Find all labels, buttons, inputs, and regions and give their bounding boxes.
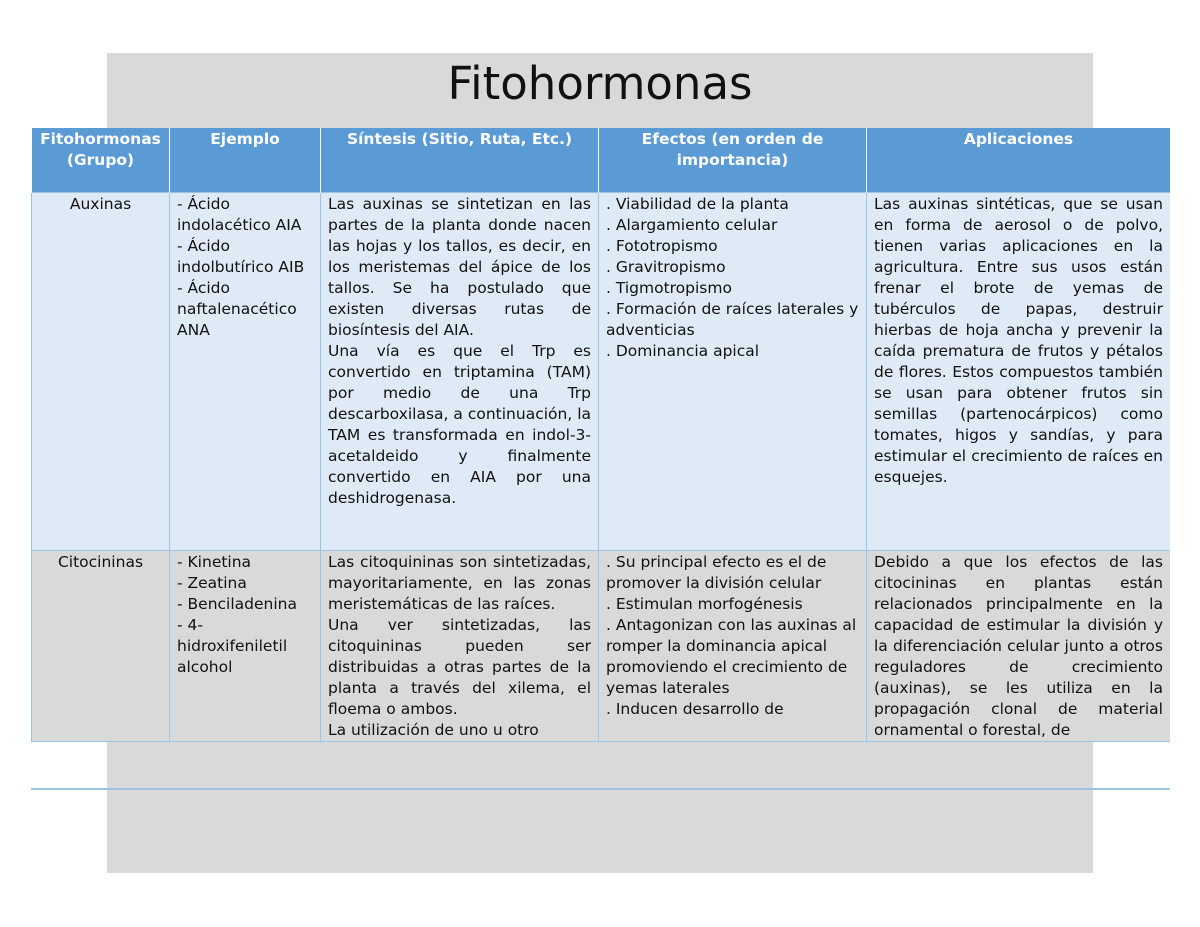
effect-item: . Viabilidad de la planta [606, 195, 789, 213]
example-item: - 4-hidroxifeniletil alcohol [177, 616, 288, 676]
example-item: - Ácido indolacético AIA [177, 195, 302, 234]
effect-item: . Fototropismo [606, 237, 718, 255]
document-title: Fitohormonas [447, 57, 753, 110]
example-item: - Kinetina [177, 553, 252, 571]
header-group: Fitohormonas (Grupo) [32, 128, 170, 193]
synthesis-cell [321, 193, 599, 551]
effect-item: . Alargamiento celular [606, 216, 778, 234]
synthesis-paragraph: Las citoquininas son sintetizadas, mayoritariamente, en las zonas meristemáticas de las raíces. [328, 553, 591, 613]
header-synthesis: Síntesis (Sitio, Ruta, Etc.) [321, 128, 599, 193]
effect-item: . Inducen desarrollo de [606, 700, 784, 718]
example-cell [170, 193, 321, 551]
applications-cell: Las auxinas sintéticas, que se usan en forma de aerosol o de polvo, tienen varias aplicaciones en la agricultura. Entre sus usos están frenar el brote de yemas de tubérculos de papas, destruir hierbas de hoja ancha y prevenir la caída prematura de frutos y pétalos de flores. Estos compuestos también se usan para obtener frutos sin semillas (partenocárpicos) como tomates, higos y sandías, y para estimular el crecimiento de raíces en esquejes. [867, 193, 1171, 551]
effect-item: . Formación de raíces laterales y adventicias [606, 300, 859, 339]
table-row [32, 193, 1171, 551]
group-cell: Citocininas [32, 551, 170, 742]
effect-item: . Dominancia apical [606, 342, 760, 360]
example-cell [170, 551, 321, 742]
synthesis-paragraph: Una vía es que el Trp es convertido en triptamina (TAM) por medio de una Trp descarboxilasa, a continuación, la TAM es transformada en indol-3-acetaldeido y finalmente convertido en AIA por una deshidrogenasa. [328, 342, 591, 507]
synthesis-cell [321, 551, 599, 742]
header-applications: Aplicaciones [867, 128, 1171, 193]
example-item: - Zeatina [177, 574, 247, 592]
table-header-row [32, 128, 1171, 193]
synthesis-paragraph: Las auxinas se sintetizan en las partes de la planta donde nacen las hojas y los tallos, es decir, en los meristemas del ápice de los tallos. Se ha postulado que existen diversas rutas de biosíntesis del AIA. [328, 195, 591, 339]
example-item: - Ácido naftalenacético ANA [177, 279, 297, 339]
effects-cell [599, 551, 867, 742]
effect-item: . Antagonizan con las auxinas al romper la dominancia apical promoviendo el crecimiento de yemas laterales [606, 616, 857, 697]
effects-cell [599, 193, 867, 551]
effect-item: . Su principal efecto es el de promover la división celular [606, 553, 827, 592]
applications-cell: Debido a que los efectos de las citocininas en plantas están relacionados principalmente en la capacidad de estimular la división y la diferenciación celular junto a otros reguladores de crecimiento (auxinas), se les utiliza en la propagación clonal de material ornamental o forestal, de [867, 551, 1171, 742]
effect-item: . Gravitropismo [606, 258, 726, 276]
example-item: - Ácido indolbutírico AIB [177, 237, 305, 276]
synthesis-paragraph: La utilización de uno u otro [328, 721, 539, 739]
phytohormone-table [31, 128, 1170, 742]
effect-item: . Estimulan morfogénesis [606, 595, 803, 613]
group-cell: Auxinas [32, 193, 170, 551]
table-viewport [31, 128, 1170, 790]
table-row [32, 551, 1171, 742]
example-item: - Benciladenina [177, 595, 297, 613]
synthesis-paragraph: Una ver sintetizadas, las citoquininas pueden ser distribuidas a otras partes de la planta a través del xilema, el floema o ambos. [328, 616, 591, 718]
effect-item: . Tigmotropismo [606, 279, 732, 297]
header-effects: Efectos (en orden de importancia) [599, 128, 867, 193]
header-example: Ejemplo [170, 128, 321, 193]
